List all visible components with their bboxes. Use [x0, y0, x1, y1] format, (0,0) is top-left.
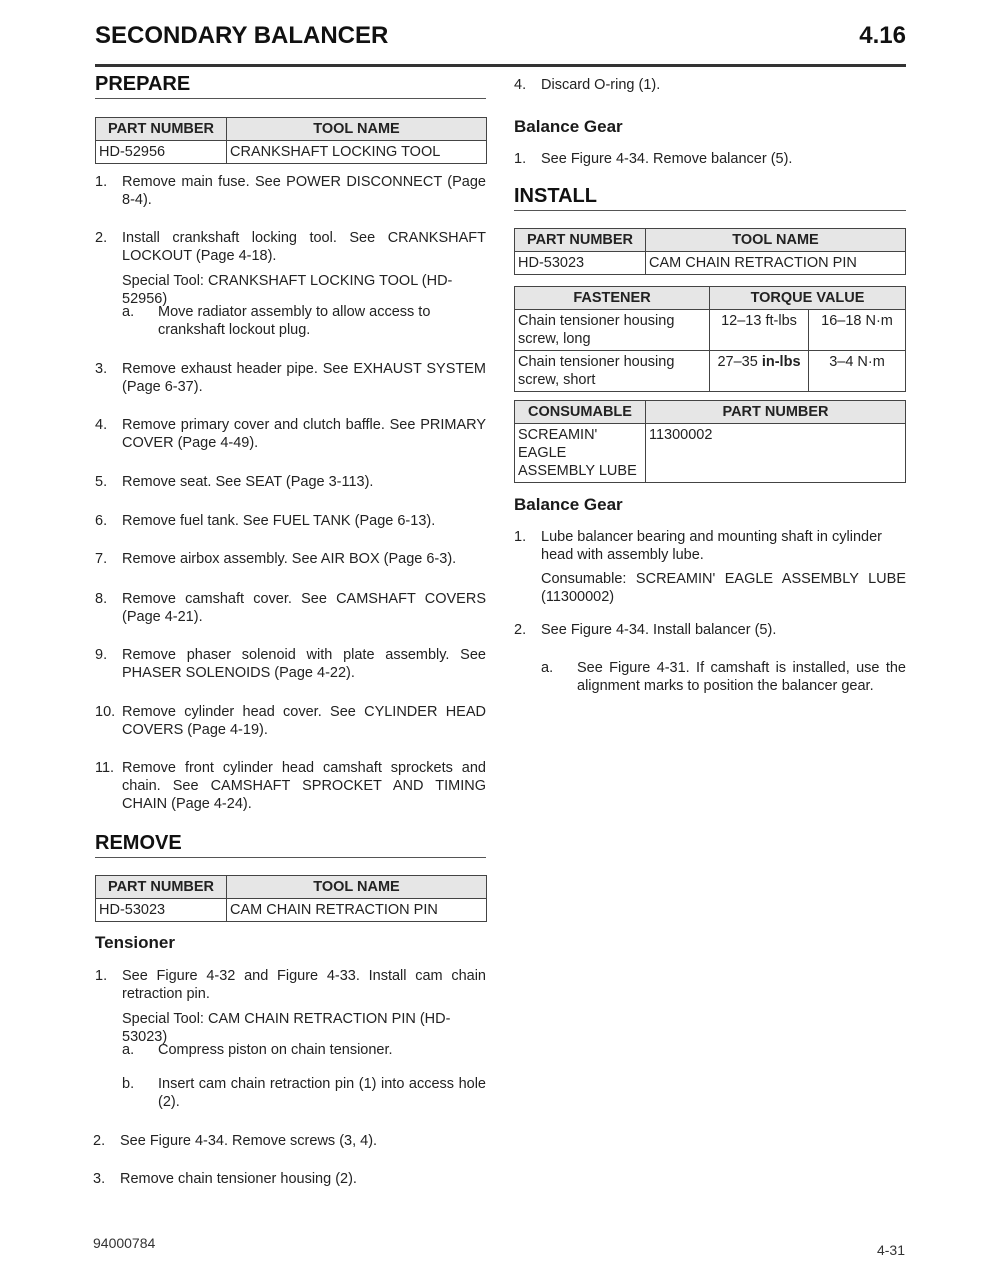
- consumable-note: Consumable: SCREAMIN' EAGLE ASSEMBLY LUBE (11300002): [541, 571, 906, 605]
- table-cell: 27–35 in-lbs: [710, 351, 809, 392]
- prepare-tool-table: [95, 117, 487, 164]
- table-cell: HD-53023: [515, 252, 646, 275]
- table-header: CONSUMABLE: [515, 401, 646, 424]
- table-cell: CRANKSHAFT LOCKING TOOL: [227, 141, 487, 164]
- remove-tool-table: [95, 875, 487, 922]
- balance-gear-subheading: Balance Gear: [514, 117, 623, 136]
- consumable-table: [514, 400, 906, 483]
- table-header: FASTENER: [515, 287, 710, 310]
- table-header: TOOL NAME: [646, 229, 906, 252]
- table-cell: 16–18 N·m: [809, 310, 906, 351]
- install-tool-table: [514, 228, 906, 275]
- section-number: 4.16: [859, 22, 906, 49]
- table-cell: 12–13 ft-lbs: [710, 310, 809, 351]
- table-header: PART NUMBER: [96, 118, 227, 141]
- table-header: TOOL NAME: [227, 118, 487, 141]
- table-cell: 11300002: [646, 424, 906, 483]
- table-cell: HD-52956: [96, 141, 227, 164]
- table-cell: 3–4 N·m: [809, 351, 906, 392]
- tensioner-subheading: Tensioner: [95, 933, 175, 952]
- special-tool-note: Special Tool: CRANKSHAFT LOCKING TOOL (HD-52956): [122, 273, 453, 307]
- table-cell: CAM CHAIN RETRACTION PIN: [227, 899, 487, 922]
- prepare-heading: PREPARE: [95, 73, 486, 99]
- page-number: 4-31: [876, 1242, 905, 1258]
- table-cell: Chain tensioner housing screw, short: [515, 351, 710, 392]
- torque-table: [514, 286, 906, 392]
- table-header: PART NUMBER: [96, 876, 227, 899]
- table-cell: HD-53023: [96, 899, 227, 922]
- remove-heading: REMOVE: [95, 832, 486, 858]
- table-header: TOOL NAME: [227, 876, 487, 899]
- table-cell: SCREAMIN' EAGLE ASSEMBLY LUBE: [515, 424, 646, 483]
- special-tool-note: Special Tool: CAM CHAIN RETRACTION PIN (HD-53023): [122, 1011, 451, 1045]
- table-header: PART NUMBER: [646, 401, 906, 424]
- document-number: 94000784: [93, 1235, 156, 1251]
- table-cell: Chain tensioner housing screw, long: [515, 310, 710, 351]
- header-rule: [95, 64, 906, 67]
- page-section-title: SECONDARY BALANCER: [95, 22, 389, 49]
- install-heading: INSTALL: [514, 185, 906, 211]
- balance-gear-install-subheading: Balance Gear: [514, 495, 623, 514]
- table-header: PART NUMBER: [515, 229, 646, 252]
- table-cell: CAM CHAIN RETRACTION PIN: [646, 252, 906, 275]
- table-header: TORQUE VALUE: [710, 287, 906, 310]
